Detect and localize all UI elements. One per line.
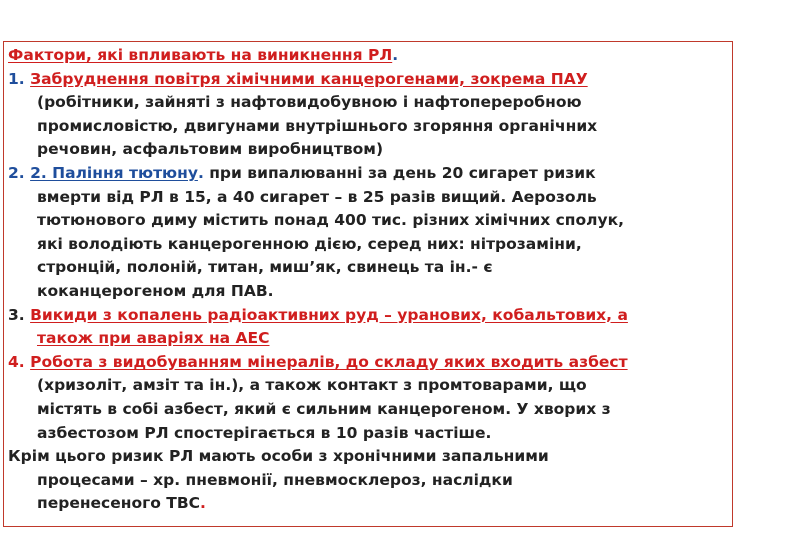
item2-line: коканцерогеном для ПАВ.	[37, 281, 274, 300]
item4-title-line	[8, 351, 728, 375]
item2-first-rest: при випалюванні за день 20 сигарет ризик	[203, 163, 596, 182]
heading-period: .	[392, 46, 399, 64]
item3-title: Викиди з копалень радіоактивних руд – уранових, кобальтових, а	[30, 305, 628, 324]
item4-line: містять в собі азбест, який є сильним канцерогеном. У хворих з	[37, 399, 611, 418]
item1-number: 1.	[8, 69, 31, 88]
item4-line: азбестозом РЛ спостерігається в 10 разів частіше.	[37, 423, 492, 442]
item1-title-line	[8, 68, 728, 92]
item2-title-period: .	[197, 163, 204, 182]
item1-title: Забруднення повітря хімічними канцерогенами, зокрема ПАУ	[30, 69, 588, 88]
item2-line: вмерти від РЛ в 15, а 40 сигарет – в 25 разів вищий. Аерозоль	[37, 187, 597, 206]
item1-line: речовин, асфальтовим виробництвом)	[37, 140, 384, 159]
footer-line3: перенесеного ТВС	[37, 494, 201, 513]
item1-line: (робітники, зайняті з нафтовидобувною і нафтопереробною	[37, 93, 582, 112]
item2-title: 2. Паління тютюну	[30, 163, 198, 182]
item3-title-cont: також при аваріях на АЕС	[37, 329, 270, 348]
item3-title-line	[8, 304, 728, 328]
item2-line: тютюнового диму містить понад 400 тис. різних хімічних сполук,	[37, 211, 625, 230]
content-box	[3, 41, 733, 527]
footer-first-line: Крім цього ризик РЛ мають особи з хронічними запальними	[8, 447, 549, 466]
item2-line: стронцій, полоній, титан, миш’як, свинець та ін.- є	[37, 258, 493, 277]
item2-number: 2.	[8, 163, 31, 182]
footer-last-line	[8, 492, 728, 516]
item1-line: промисловістю, двигунами внутрішнього згоряння органічних	[37, 116, 598, 135]
footer-period: .	[200, 494, 206, 513]
item4-line: (хризоліт, амзіт та ін.), а також контакт з промтоварами, що	[37, 376, 587, 395]
item3-number: 3.	[8, 305, 31, 324]
footer-line: процесами – хр. пневмонії, пневмосклероз, наслідки	[37, 470, 513, 489]
item4-number: 4.	[8, 352, 31, 371]
item4-title: Робота з видобуванням мінералів, до складу яких входить азбест	[30, 352, 628, 371]
item2-line: які володіють канцерогенною дією, серед них: нітрозаміни,	[37, 234, 582, 253]
item2-title-line	[8, 162, 728, 186]
heading-text: Фактори, які впливають на виникнення РЛ	[8, 46, 393, 64]
heading	[8, 44, 728, 68]
item3-title-line2	[8, 327, 728, 351]
